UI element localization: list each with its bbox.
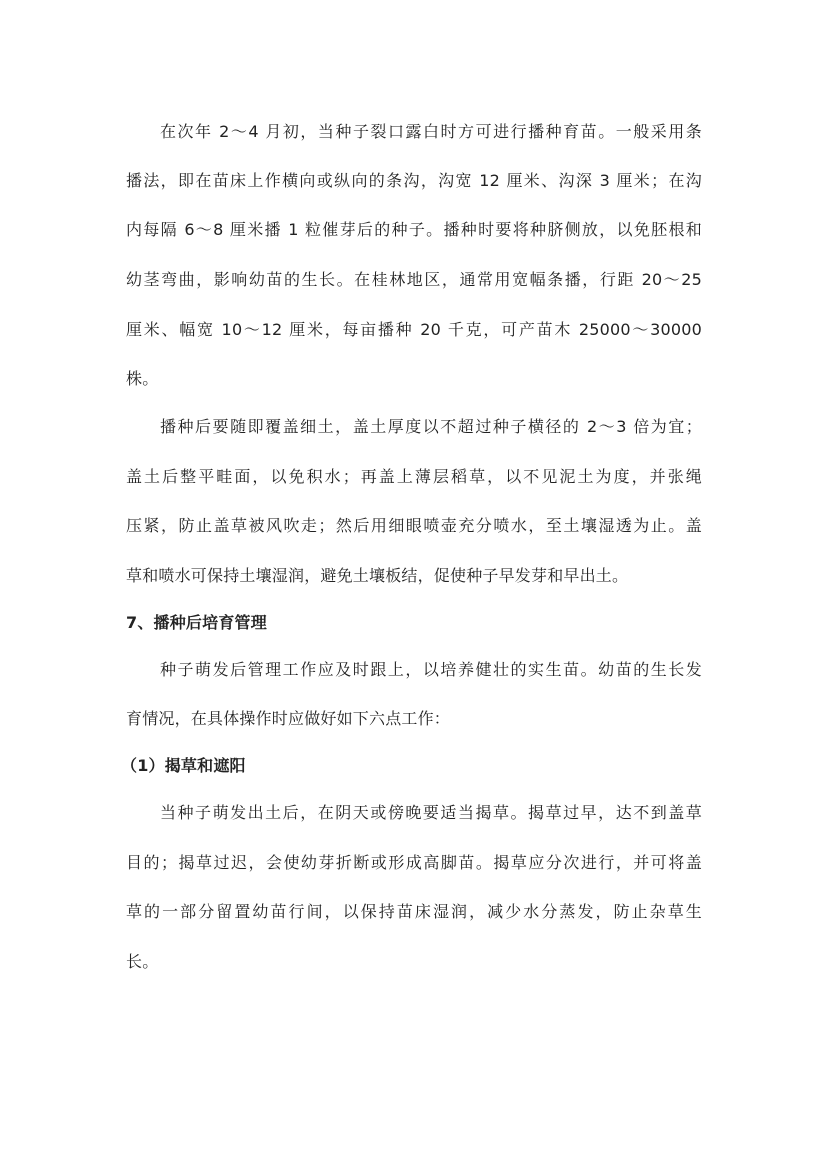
paragraph-line: 目的；揭草过迟，会使幼芽折断或形成高脚苗。揭草应分次进行，并可将盖 (126, 853, 702, 872)
subsection-heading: （1）揭草和遮阳 (121, 756, 246, 775)
paragraph-line: 内每隔 6～8 厘米播 1 粒催芽后的种子。播种时要将种脐侧放，以免胚根和 (126, 220, 702, 239)
paragraph-line: 盖土后整平畦面，以免积水；再盖上薄层稻草，以不见泥土为度，并张绳 (126, 467, 702, 486)
section-heading: 7、播种后培育管理 (126, 613, 267, 632)
paragraph-line: 压紧，防止盖草被风吹走；然后用细眼喷壶充分喷水，至土壤湿透为止。盖 (126, 516, 702, 535)
paragraph-line: 育情况，在具体操作时应做好如下六点工作： (126, 709, 451, 728)
paragraph-line: 在次年 2～4 月初，当种子裂口露白时方可进行播种育苗。一般采用条 (160, 122, 702, 141)
paragraph-line: 草和喷水可保持土壤湿润，避免土壤板结，促使种子早发芽和早出土。 (126, 566, 629, 585)
paragraph-line: 播法，即在苗床上作横向或纵向的条沟，沟宽 12 厘米、沟深 3 厘米；在沟 (126, 171, 702, 190)
paragraph-line: 长。 (126, 952, 159, 971)
paragraph-line: 当种子萌发出土后，在阴天或傍晚要适当揭草。揭草过早，达不到盖草 (160, 803, 702, 822)
paragraph-line: 草的一部分留置幼苗行间，以保持苗床湿润，减少水分蒸发，防止杂草生 (126, 902, 702, 921)
paragraph-line: 厘米、幅宽 10～12 厘米，每亩播种 20 千克，可产苗木 25000～30000 (126, 320, 702, 339)
paragraph-line: 播种后要随即覆盖细土，盖土厚度以不超过种子横径的 2～3 倍为宜； (160, 417, 702, 436)
paragraph-line: 种子萌发后管理工作应及时跟上，以培养健壮的实生苗。幼苗的生长发 (160, 660, 702, 679)
paragraph-line: 株。 (126, 369, 159, 388)
paragraph-line: 幼茎弯曲，影响幼苗的生长。在桂林地区，通常用宽幅条播，行距 20～25 (126, 270, 702, 289)
